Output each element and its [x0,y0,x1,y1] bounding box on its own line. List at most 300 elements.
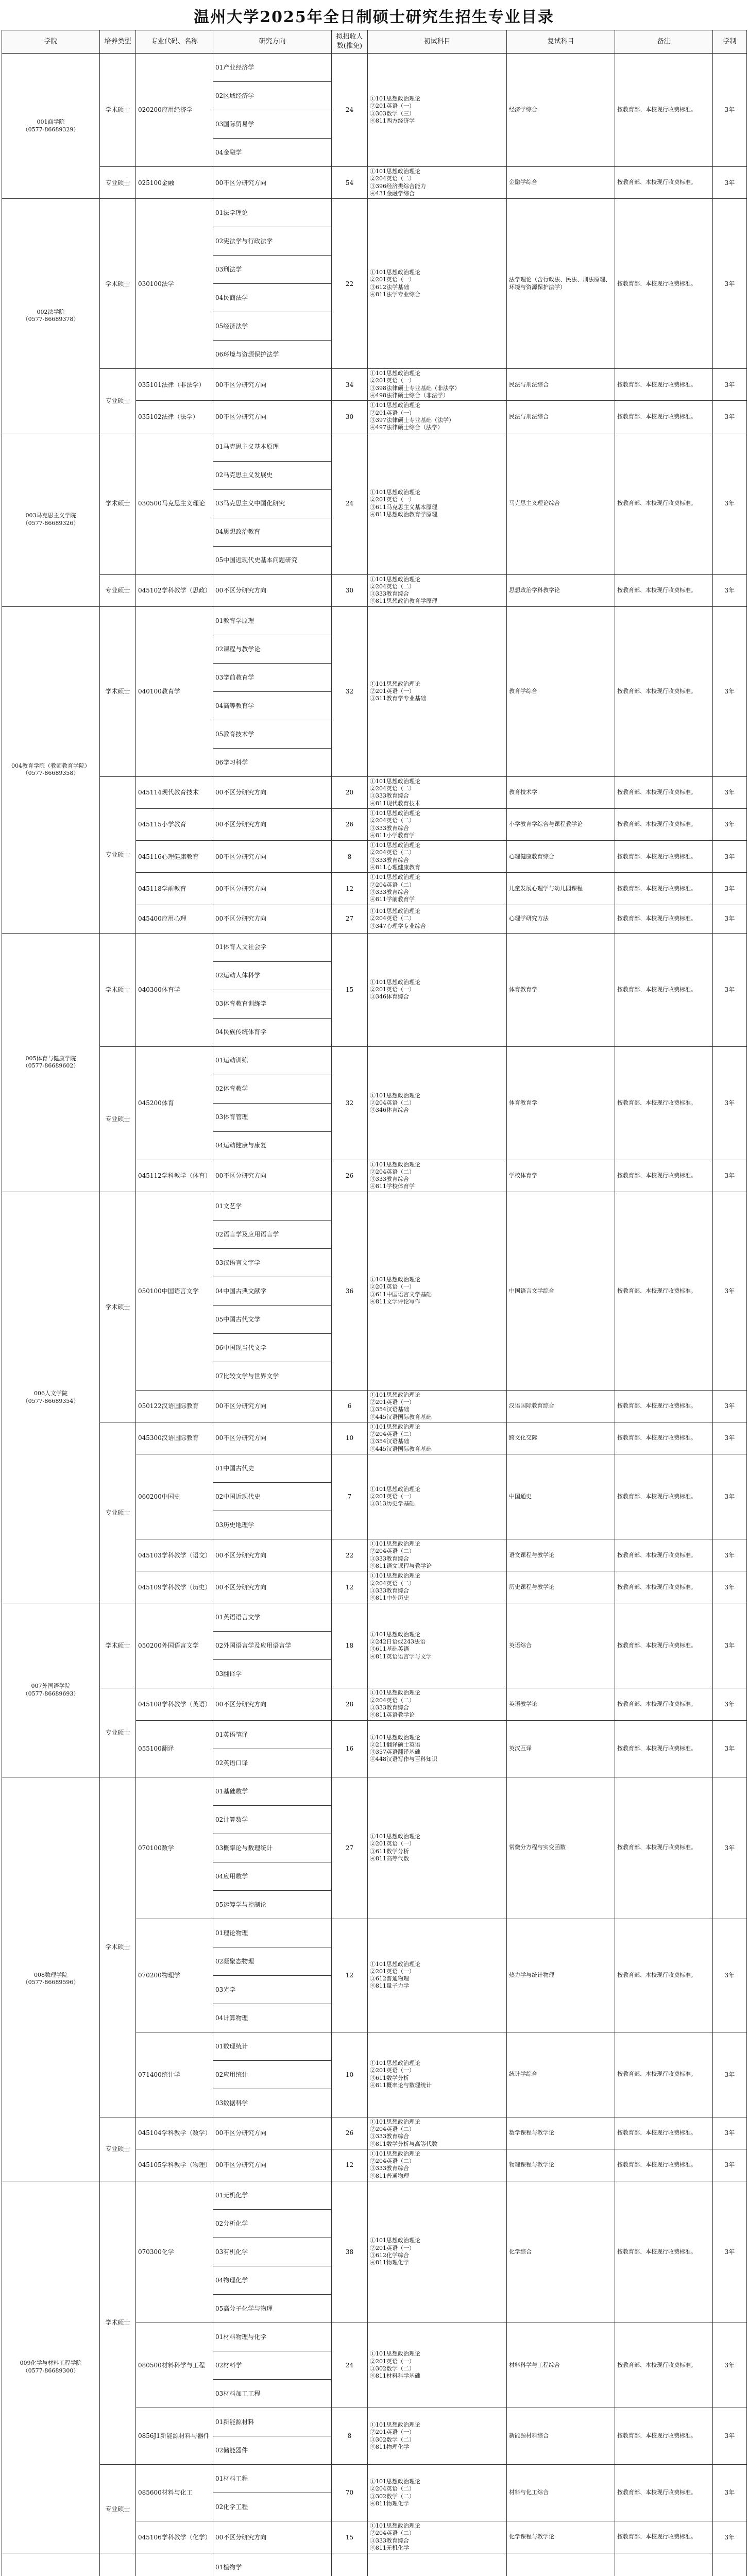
exams-cell: ①101思想政治理论 ②204英语（二） ③333教育综合 ④811无机化学 [368,2521,507,2553]
direction-cell: 01数理统计 [213,2032,332,2060]
table-row [2,606,747,635]
exams-cell: ①101思想政治理论 ②204英语（二） ③347心理学专业综合 [368,905,507,933]
degree-type-cell: 专业硕士 [100,2465,136,2553]
direction-cell: 03材料加工工程 [213,2380,332,2408]
quota-cell: 27 [332,905,368,933]
direction-cell: 04思想政治教育 [213,518,332,546]
direction-cell: 02课程与教学论 [213,635,332,663]
direction-cell: 03刑法学 [213,256,332,284]
direction-cell: 00不区分研究方向 [213,776,332,808]
major-code-cell: 070200物理学 [136,1919,213,2032]
length-cell: 3年 [713,873,747,905]
length-cell: 3年 [713,401,747,433]
major-code-cell: 050200外国语言文学 [136,1603,213,1688]
direction-cell: 02应用统计 [213,2060,332,2089]
notes-cell: 按教育部、本校现行收费标准。 [615,1919,713,2032]
table-row [2,574,747,606]
retest-cell: 儿童发展心理学与幼儿园课程 [507,873,615,905]
major-code-cell: 045118学前教育 [136,873,213,905]
direction-cell: 05经济法学 [213,312,332,341]
direction-cell: 01英语笔译 [213,1720,332,1749]
quota-cell: 28 [332,1688,368,1720]
direction-cell: 01无机化学 [213,2181,332,2210]
exams-cell: ①101思想政治理论 ②204英语（二） ③346体育综合 [368,1046,507,1160]
major-code-cell: 020200应用经济学 [136,54,213,167]
college-name: 008数理学院 [34,1972,67,1979]
exams-cell: ①101思想政治理论 ②242日语或243法语 ③611基础英语 ④811英语语言学与文学 [368,1603,507,1688]
exams-cell: ①101思想政治理论 ②201英语（一） ③612普通物理 ④811量子力学 [368,1919,507,2032]
direction-cell: 00不区分研究方向 [213,1688,332,1720]
exams-cell: ①101思想政治理论 ②204英语（二） ③354汉语基础 ④445汉语国际教育基础 [368,1422,507,1454]
quota-cell: 10 [332,2032,368,2117]
table-row [2,1192,747,1220]
major-code-cell: 045115小学教育 [136,808,213,840]
degree-type-cell: 专业硕士 [100,1046,136,1192]
exams-cell: ①101思想政治理论 ②201英语（一） ③612法学基础 ④811法学专业综合 [368,199,507,369]
retest-cell: 体育教育学 [507,1046,615,1160]
notes-cell: 按教育部、本校现行收费标准。 [615,1390,713,1422]
direction-cell: 01材料物理与化学 [213,2323,332,2351]
direction-cell: 02体育教学 [213,1075,332,1103]
direction-cell: 04计算物理 [213,2004,332,2032]
quota-cell: 54 [332,167,368,199]
retest-cell: 数学课程与教学论 [507,2117,615,2149]
exams-cell [368,2553,507,2576]
length-cell: 3年 [713,574,747,606]
quota-cell: 32 [332,606,368,776]
exams-cell: ①101思想政治理论 ②201英语（一） ③397法律硕士专业基础（法学） ④497法律硕士综合（法学） [368,401,507,433]
quota-cell: 27 [332,1777,368,1919]
exams-cell: ①101思想政治理论 ②201英语（一） ③611马克思主义基本原理 ④811思想政治教育学原理 [368,433,507,574]
exams-cell: ①101思想政治理论 ②204英语（二） ③333教育综合 ④811现代教育技术 [368,776,507,808]
retest-cell: 常微分方程与实变函数 [507,1777,615,1919]
notes-cell: 按教育部、本校现行收费标准。 [615,54,713,167]
degree-type-cell: 专业硕士 [100,1422,136,1603]
quota-cell: 12 [332,2149,368,2181]
direction-cell: 03体育管理 [213,1103,332,1131]
notes-cell: 按教育部、本校现行收费标准。 [615,1454,713,1539]
table-row [2,369,747,401]
direction-cell: 02化学工程 [213,2493,332,2521]
college-cell [2,1603,100,1777]
major-code-cell: 040100教育学 [136,606,213,776]
direction-cell: 02英语口译 [213,1749,332,1777]
degree-type-cell: 学术硕士 [100,1192,136,1422]
college-phone: （0577-86689602） [22,1062,79,1070]
major-code-cell: 045400应用心理 [136,905,213,933]
major-code-cell: 045103学科教学（语文） [136,1539,213,1571]
length-cell: 3年 [713,808,747,840]
exams-cell: ①101思想政治理论 ②211翻译硕士英语 ③357英语翻译基础 ④448汉语写作与百科知识 [368,1720,507,1777]
header-exams: 初试科目 [368,30,507,54]
college-cell [2,433,100,606]
college-cell [2,1192,100,1603]
direction-cell: 00不区分研究方向 [213,873,332,905]
college-phone: （0577-86689358） [22,770,79,777]
direction-cell: 02外国语言学及应用语言学 [213,1632,332,1660]
quota-cell: 6 [332,1390,368,1422]
degree-type-cell [100,2553,136,2576]
header-college: 学院 [2,30,100,54]
retest-cell: 材料与化工综合 [507,2465,615,2521]
quota-cell: 26 [332,2117,368,2149]
exams-cell: ①101思想政治理论 ②201英语（一） ③302数学（二） ④811物理化学 [368,2408,507,2465]
length-cell: 3年 [713,2465,747,2521]
notes-cell [615,2553,713,2576]
college-cell [2,933,100,1192]
college-phone: （0577-86689596） [22,1979,79,1986]
major-code-cell: 071400统计学 [136,2032,213,2117]
retest-cell: 化学综合 [507,2181,615,2323]
notes-cell: 按教育部、本校现行收费标准。 [615,606,713,776]
length-cell: 3年 [713,2117,747,2149]
college-phone: （0577-86689300） [22,2367,79,2374]
retest-cell: 民法与刑法综合 [507,369,615,401]
direction-cell: 00不区分研究方向 [213,808,332,840]
direction-cell: 03历史地理学 [213,1511,332,1539]
notes-cell: 按教育部、本校现行收费标准。 [615,369,713,401]
length-cell: 3年 [713,2032,747,2117]
retest-cell: 英语综合 [507,1603,615,1688]
retest-cell: 心理学研究方法 [507,905,615,933]
major-code-cell: 045102学科教学（思政） [136,574,213,606]
direction-cell: 01运动训练 [213,1046,332,1075]
college-name: 004教育学院（教师教育学院） [11,762,90,769]
quota-cell: 34 [332,369,368,401]
notes-cell: 按教育部、本校现行收费标准。 [615,905,713,933]
length-cell: 3年 [713,1192,747,1390]
table-row [2,1422,747,1454]
quota-cell: 8 [332,841,368,873]
exams-cell: ①101思想政治理论 ②201英语（一） ③311教育学专业基础 [368,606,507,776]
retest-cell: 历史课程与教学论 [507,1571,615,1603]
exams-cell: ①101思想政治理论 ②204英语（二） ③333教育综合 ④811英语教学论 [368,1688,507,1720]
direction-cell: 01产业经济学 [213,54,332,82]
major-code-cell: 050122汉语国际教育 [136,1390,213,1422]
college-name: 002法学院 [37,308,65,315]
college-name: 003马克思主义学院 [25,512,76,519]
quota-cell: 22 [332,199,368,369]
direction-cell: 02马克思主义发展史 [213,461,332,489]
major-code-cell: 045200体育 [136,1046,213,1160]
table-row [2,1777,747,1805]
retest-cell: 小学教育学综合与课程教学论 [507,808,615,840]
direction-cell: 01新能源材料 [213,2408,332,2436]
quota-cell: 22 [332,1539,368,1571]
exams-cell: ①101思想政治理论 ②201英语（一） ③346体育综合 [368,933,507,1046]
exams-cell: ①101思想政治理论 ②204英语（二） ③333教育综合 ④811语文课程与教学论 [368,1539,507,1571]
direction-cell: 06学习科学 [213,748,332,776]
notes-cell: 按教育部、本校现行收费标准。 [615,1688,713,1720]
notes-cell: 按教育部、本校现行收费标准。 [615,2408,713,2465]
major-code-cell: 045105学科教学（物理） [136,2149,213,2181]
major-code-cell: 085600材料与化工 [136,2465,213,2521]
exams-cell: ①101思想政治理论 ②204英语（二） ③333教育综合 ④811学前教育学 [368,873,507,905]
length-cell [713,2553,747,2576]
direction-cell: 04民商法学 [213,284,332,312]
length-cell: 3年 [713,2323,747,2408]
retest-cell: 思想政治学科教学论 [507,574,615,606]
direction-cell: 01理论物理 [213,1919,332,1947]
exams-cell: ①101思想政治理论 ②201英语（一） ③303数学（三） ④811西方经济学 [368,54,507,167]
college-cell [2,606,100,933]
retest-cell: 新能源材料综合 [507,2408,615,2465]
table-row [2,433,747,461]
major-code-cell: 060200中国史 [136,1454,213,1539]
notes-cell: 按教育部、本校现行收费标准。 [615,841,713,873]
table-row [2,2117,747,2149]
direction-cell: 02分析化学 [213,2210,332,2238]
header-degree-type: 培养类型 [100,30,136,54]
quota-cell: 12 [332,1571,368,1603]
exams-cell: ①101思想政治理论 ②201英语（一） ③313历史学基础 [368,1454,507,1539]
notes-cell: 按教育部、本校现行收费标准。 [615,873,713,905]
major-code-cell: 030100法学 [136,199,213,369]
major-code-cell: 045112学科教学（体育） [136,1160,213,1192]
direction-cell: 04民族传统体育学 [213,1018,332,1046]
table-row [2,167,747,199]
quota-cell: 15 [332,933,368,1046]
direction-cell: 01文艺学 [213,1192,332,1220]
quota-cell: 8 [332,2408,368,2465]
notes-cell: 按教育部、本校现行收费标准。 [615,1192,713,1390]
direction-cell: 01植物学 [213,2553,332,2576]
direction-cell: 00不区分研究方向 [213,1390,332,1422]
notes-cell: 按教育部、本校现行收费标准。 [615,2117,713,2149]
table-row [2,1046,747,1075]
direction-cell: 00不区分研究方向 [213,401,332,433]
college-phone: （0577-86689326） [22,519,79,527]
retest-cell: 体育教育学 [507,933,615,1046]
direction-cell: 01材料工程 [213,2465,332,2493]
college-phone: （0577-86689354） [22,1397,79,1404]
quota-cell: 26 [332,808,368,840]
header-retest: 复试科目 [507,30,615,54]
major-code-cell: 045109学科教学（历史） [136,1571,213,1603]
length-cell: 3年 [713,433,747,574]
direction-cell: 03概率论与数理统计 [213,1834,332,1862]
table-row [2,1603,747,1632]
notes-cell: 按教育部、本校现行收费标准。 [615,933,713,1046]
exams-cell: ①101思想政治理论 ②204英语（二） ③333教育综合 ④811思想政治教育学原理 [368,574,507,606]
exams-cell: ①101思想政治理论 ②204英语（二） ③333教育综合 ④811学校体育学 [368,1160,507,1192]
degree-type-cell: 学术硕士 [100,1603,136,1688]
major-code-cell: 045114现代教育技术 [136,776,213,808]
major-code-cell: 045106学科教学（化学） [136,2521,213,2553]
notes-cell: 按教育部、本校现行收费标准。 [615,401,713,433]
table-row [2,199,747,227]
quota-cell: 32 [332,1046,368,1160]
retest-cell: 马克思主义理论综合 [507,433,615,574]
length-cell: 3年 [713,776,747,808]
direction-cell: 04高等教育学 [213,691,332,720]
direction-cell: 05运筹学与控制论 [213,1890,332,1919]
notes-cell: 按教育部、本校现行收费标准。 [615,808,713,840]
direction-cell: 02材料学 [213,2351,332,2380]
length-cell: 3年 [713,54,747,167]
direction-cell: 05中国近现代史基本问题研究 [213,546,332,574]
direction-cell: 03有机化学 [213,2238,332,2266]
notes-cell: 按教育部、本校现行收费标准。 [615,1160,713,1192]
direction-cell: 01英语语言文学 [213,1603,332,1632]
retest-cell: 学校体育学 [507,1160,615,1192]
quota-cell: 18 [332,1603,368,1688]
notes-cell: 按教育部、本校现行收费标准。 [615,2032,713,2117]
degree-type-cell: 学术硕士 [100,2181,136,2465]
notes-cell: 按教育部、本校现行收费标准。 [615,776,713,808]
college-cell [2,2553,100,2576]
notes-cell: 按教育部、本校现行收费标准。 [615,433,713,574]
retest-cell: 教育学综合 [507,606,615,776]
exams-cell: ①101思想政治理论 ②204英语（二） ③333教育综合 ④811数学分析与高等代数 [368,2117,507,2149]
major-code-cell: 050100中国语言文学 [136,1192,213,1390]
major-code-cell: 040300体育学 [136,933,213,1046]
direction-cell: 07比较文学与世界文学 [213,1362,332,1390]
retest-cell: 心理健康教育综合 [507,841,615,873]
retest-cell: 跨文化交际 [507,1422,615,1454]
college-phone: （0577-86689378） [22,315,79,323]
direction-cell: 04中国古典文献学 [213,1277,332,1305]
quota-cell: 36 [332,1192,368,1390]
catalog-table [2,30,747,2576]
notes-cell: 按教育部、本校现行收费标准。 [615,1046,713,1160]
retest-cell: 汉语国际教育综合 [507,1390,615,1422]
length-cell: 3年 [713,2149,747,2181]
college-name: 001商学院 [37,118,65,126]
degree-type-cell: 专业硕士 [100,2117,136,2181]
major-code-cell: 045108学科教学（英语） [136,1688,213,1720]
degree-type-cell: 学术硕士 [100,933,136,1046]
exams-cell: ①101思想政治理论 ②204英语（二） ③333教育综合 ④811心理健康教育 [368,841,507,873]
quota-cell: 30 [332,401,368,433]
notes-cell: 按教育部、本校现行收费标准。 [615,199,713,369]
length-cell: 3年 [713,2408,747,2465]
exams-cell: ①101思想政治理论 ②201英语（一） ③398法律硕士专业基础（非法学） ④498法律硕士综合（非法学） [368,369,507,401]
length-cell: 3年 [713,1160,747,1192]
college-cell [2,54,100,199]
quota-cell: 20 [332,776,368,808]
header-direction: 研究方向 [213,30,332,54]
direction-cell: 00不区分研究方向 [213,2117,332,2149]
college-name: 009化学与材料工程学院 [20,2360,82,2367]
length-cell: 3年 [713,1046,747,1160]
major-code-cell: 070100数学 [136,1777,213,1919]
direction-cell: 03汉语言文字学 [213,1248,332,1277]
length-cell: 3年 [713,1571,747,1603]
exams-cell: ①101思想政治理论 ②204英语（二） ③333教育综合 ④811小学教育学 [368,808,507,840]
exams-cell: ①101思想政治理论 ②201英语（一） ③611中国语言文学基础 ④811文学评论写作 [368,1192,507,1390]
retest-cell: 中国通史 [507,1454,615,1539]
direction-cell: 02运动人体科学 [213,961,332,990]
header-notes: 备注 [615,30,713,54]
notes-cell: 按教育部、本校现行收费标准。 [615,574,713,606]
notes-cell: 按教育部、本校现行收费标准。 [615,1603,713,1688]
degree-type-cell: 专业硕士 [100,1688,136,1777]
degree-type-cell: 学术硕士 [100,433,136,574]
notes-cell: 按教育部、本校现行收费标准。 [615,1422,713,1454]
table-row [2,933,747,961]
direction-cell: 00不区分研究方向 [213,905,332,933]
notes-cell: 按教育部、本校现行收费标准。 [615,2465,713,2521]
notes-cell: 按教育部、本校现行收费标准。 [615,1539,713,1571]
retest-cell: 英汉互译 [507,1720,615,1777]
retest-cell: 金融学综合 [507,167,615,199]
degree-type-cell: 专业硕士 [100,776,136,933]
exams-cell: ①101思想政治理论 ②204英语（二） ③302数学（二） ④811物理化学 [368,2465,507,2521]
direction-cell: 04金融学 [213,139,332,167]
direction-cell: 05高分子化学与物理 [213,2295,332,2323]
major-code-cell: 030500马克思主义理论 [136,433,213,574]
length-cell: 3年 [713,167,747,199]
quota-cell: 24 [332,433,368,574]
direction-cell: 05教育技术学 [213,720,332,748]
degree-type-cell: 学术硕士 [100,606,136,776]
exams-cell: ①101思想政治理论 ②201英语（一） ③302数学（二） ④811材料科学基础 [368,2323,507,2408]
length-cell: 3年 [713,2521,747,2553]
exams-cell: ①101思想政治理论 ②201英语（一） ③611数学分析 ④811高等代数 [368,1777,507,1919]
length-cell: 3年 [713,1539,747,1571]
quota-cell [332,2553,368,2576]
retest-cell: 热力学与统计物理 [507,1919,615,2032]
major-code-cell: 045300汉语国际教育 [136,1422,213,1454]
major-code-cell: 045116心理健康教育 [136,841,213,873]
table-row [2,776,747,808]
direction-cell: 03数据科学 [213,2089,332,2117]
direction-cell: 02宪法学与行政法学 [213,227,332,256]
direction-cell: 04物理化学 [213,2266,332,2295]
retest-cell: 教育技术学 [507,776,615,808]
exams-cell: ①101思想政治理论 ②201英语（一） ③354汉语基础 ④445汉语国际教育基础 [368,1390,507,1422]
direction-cell: 03国际贸易学 [213,110,332,139]
retest-cell [507,2553,615,2576]
major-code-cell: 080500材料科学与工程 [136,2323,213,2408]
notes-cell: 按教育部、本校现行收费标准。 [615,1571,713,1603]
direction-cell: 03学前教育学 [213,663,332,691]
major-code-cell: 0856J1新能源材料与器件 [136,2408,213,2465]
direction-cell: 02凝聚态物理 [213,1947,332,1975]
length-cell: 3年 [713,1390,747,1422]
length-cell: 3年 [713,369,747,401]
retest-cell: 中国语言文学综合 [507,1192,615,1390]
major-code-cell: 045104学科教学（数学） [136,2117,213,2149]
quota-cell: 16 [332,1720,368,1777]
length-cell: 3年 [713,1603,747,1688]
header-major: 专业代码、名称 [136,30,213,54]
major-code-cell: 070300化学 [136,2181,213,2323]
direction-cell: 04应用数学 [213,1862,332,1890]
header-row [2,30,747,54]
direction-cell: 06中国现当代文学 [213,1333,332,1362]
quota-cell: 12 [332,1919,368,2032]
direction-cell: 00不区分研究方向 [213,1571,332,1603]
table-row [2,54,747,82]
table-row [2,2553,747,2576]
retest-cell: 民法与刑法综合 [507,401,615,433]
degree-type-cell: 学术硕士 [100,199,136,369]
college-name: 006人文学院 [34,1390,67,1397]
quota-cell: 24 [332,2323,368,2408]
exams-cell: ①101思想政治理论 ②204英语（二） ③333教育综合 ④811普通物理 [368,2149,507,2181]
direction-cell: 02储能器件 [213,2436,332,2465]
table-row [2,2465,747,2493]
length-cell: 3年 [713,2181,747,2323]
college-phone: （0577-86689329） [22,126,79,133]
college-cell [2,1777,100,2181]
quota-cell: 7 [332,1454,368,1539]
degree-type-cell: 学术硕士 [100,54,136,167]
direction-cell: 00不区分研究方向 [213,2149,332,2181]
direction-cell: 03翻译学 [213,1660,332,1688]
